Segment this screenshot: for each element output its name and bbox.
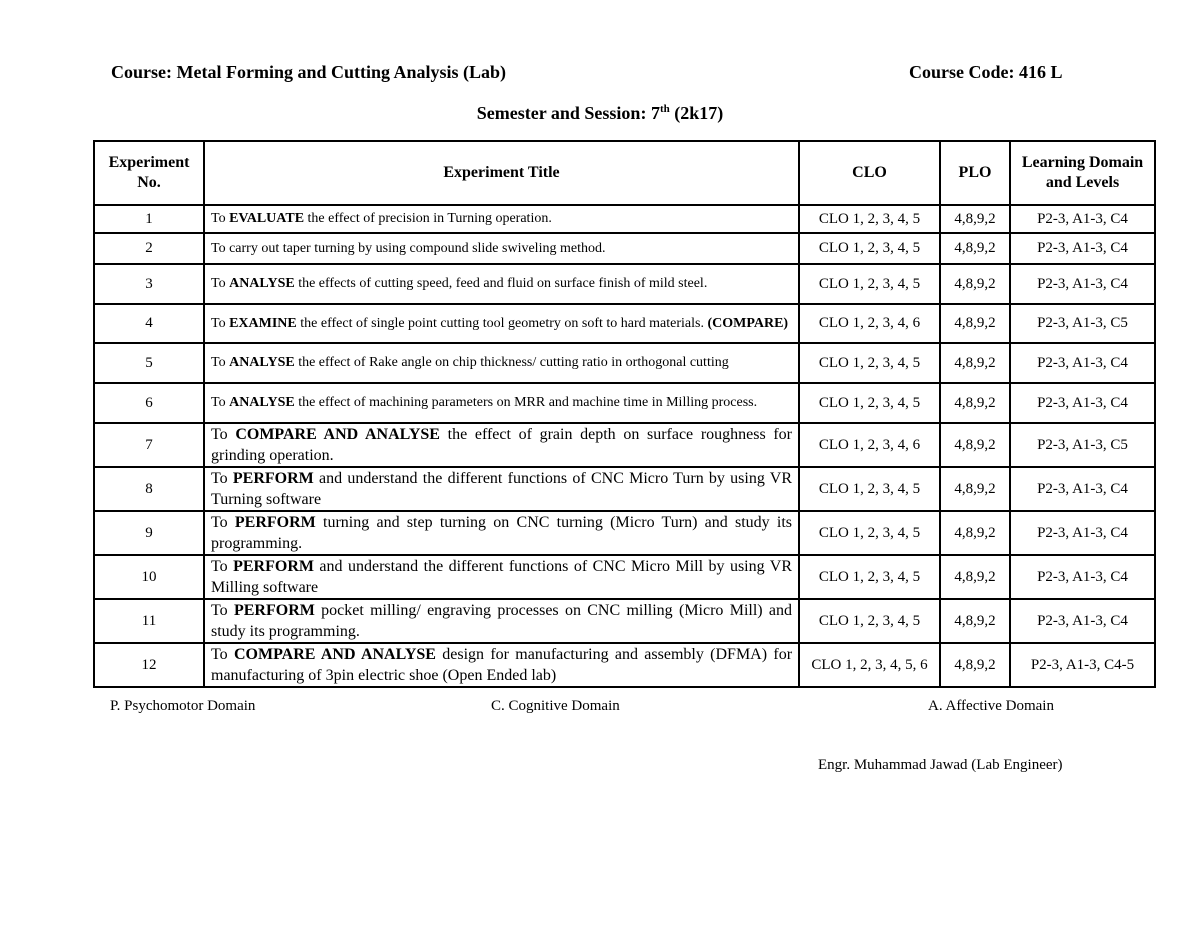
cell-plo: 4,8,9,2	[940, 643, 1010, 687]
legend-psychomotor: P. Psychomotor Domain	[110, 698, 256, 714]
header-experiment-title: Experiment Title	[204, 141, 799, 205]
cell-experiment-no: 11	[94, 599, 204, 643]
semester-suffix: (2k17)	[669, 103, 724, 123]
table-row	[94, 599, 1155, 643]
table-row	[94, 343, 1155, 383]
cell-experiment-title: To COMPARE AND ANALYSE the effect of grain depth on surface roughness for grinding operation.	[204, 423, 799, 467]
cell-learning-domain: P2-3, A1-3, C5	[1010, 304, 1155, 343]
cell-clo: CLO 1, 2, 3, 4, 5	[799, 264, 940, 304]
cell-experiment-no: 8	[94, 467, 204, 511]
cell-learning-domain: P2-3, A1-3, C4	[1010, 205, 1155, 233]
cell-experiment-no: 7	[94, 423, 204, 467]
cell-experiment-no: 12	[94, 643, 204, 687]
cell-experiment-no: 1	[94, 205, 204, 233]
header-experiment-no: Experiment No.	[94, 141, 204, 205]
cell-plo: 4,8,9,2	[940, 467, 1010, 511]
cell-learning-domain: P2-3, A1-3, C4	[1010, 383, 1155, 423]
cell-clo: CLO 1, 2, 3, 4, 5	[799, 383, 940, 423]
cell-learning-domain: P2-3, A1-3, C4	[1010, 343, 1155, 383]
table-row	[94, 304, 1155, 343]
cell-experiment-title: To EVALUATE the effect of precision in Turning operation.	[204, 205, 799, 233]
cell-plo: 4,8,9,2	[940, 233, 1010, 264]
cell-plo: 4,8,9,2	[940, 304, 1010, 343]
cell-experiment-no: 9	[94, 511, 204, 555]
table-header-row	[94, 141, 1155, 205]
cell-experiment-title: To carry out taper turning by using compound slide swiveling method.	[204, 233, 799, 264]
cell-plo: 4,8,9,2	[940, 599, 1010, 643]
table-row	[94, 511, 1155, 555]
cell-experiment-title: To PERFORM and understand the different functions of CNC Micro Turn by using VR Turning software	[204, 467, 799, 511]
cell-clo: CLO 1, 2, 3, 4, 6	[799, 423, 940, 467]
cell-experiment-title: To PERFORM pocket milling/ engraving processes on CNC milling (Micro Mill) and study its programming.	[204, 599, 799, 643]
cell-experiment-no: 4	[94, 304, 204, 343]
cell-experiment-title: To PERFORM turning and step turning on CNC turning (Micro Turn) and study its programming.	[204, 511, 799, 555]
cell-learning-domain: P2-3, A1-3, C4	[1010, 233, 1155, 264]
table-row	[94, 233, 1155, 264]
semester-superscript: th	[659, 103, 670, 115]
cell-clo: CLO 1, 2, 3, 4, 5	[799, 511, 940, 555]
cell-clo: CLO 1, 2, 3, 4, 5	[799, 555, 940, 599]
cell-experiment-no: 2	[94, 233, 204, 264]
semester-prefix: Semester and Session: 7	[476, 103, 660, 123]
cell-plo: 4,8,9,2	[940, 383, 1010, 423]
cell-clo: CLO 1, 2, 3, 4, 5	[799, 467, 940, 511]
cell-experiment-title: To PERFORM and understand the different functions of CNC Micro Mill by using VR Milling software	[204, 555, 799, 599]
cell-experiment-title: To ANALYSE the effects of cutting speed, feed and fluid on surface finish of mild steel.	[204, 264, 799, 304]
cell-plo: 4,8,9,2	[940, 555, 1010, 599]
cell-experiment-no: 10	[94, 555, 204, 599]
legend-cognitive: C. Cognitive Domain	[491, 698, 620, 714]
cell-plo: 4,8,9,2	[940, 343, 1010, 383]
cell-clo: CLO 1, 2, 3, 4, 5	[799, 205, 940, 233]
course-code: Course Code: 416 L	[909, 62, 1063, 82]
cell-learning-domain: P2-3, A1-3, C4-5	[1010, 643, 1155, 687]
cell-learning-domain: P2-3, A1-3, C4	[1010, 555, 1155, 599]
cell-clo: CLO 1, 2, 3, 4, 5	[799, 599, 940, 643]
header-plo: PLO	[940, 141, 1010, 205]
cell-clo: CLO 1, 2, 3, 4, 5	[799, 233, 940, 264]
table-row	[94, 555, 1155, 599]
course-title: Course: Metal Forming and Cutting Analysis (Lab)	[111, 62, 507, 82]
cell-experiment-title: To ANALYSE the effect of machining parameters on MRR and machine time in Milling process.	[204, 383, 799, 423]
table-row	[94, 643, 1155, 687]
cell-clo: CLO 1, 2, 3, 4, 5	[799, 343, 940, 383]
cell-plo: 4,8,9,2	[940, 423, 1010, 467]
cell-learning-domain: P2-3, A1-3, C5	[1010, 423, 1155, 467]
cell-experiment-title: To ANALYSE the effect of Rake angle on chip thickness/ cutting ratio in orthogonal cutting	[204, 343, 799, 383]
cell-experiment-no: 3	[94, 264, 204, 304]
header-clo: CLO	[799, 141, 940, 205]
cell-clo: CLO 1, 2, 3, 4, 6	[799, 304, 940, 343]
cell-experiment-title: To COMPARE AND ANALYSE design for manufacturing and assembly (DFMA) for manufacturing of 3pin electric shoe (Open Ended lab)	[204, 643, 799, 687]
header-learning-domain: Learning Domain and Levels	[1010, 141, 1155, 205]
cell-learning-domain: P2-3, A1-3, C4	[1010, 511, 1155, 555]
signature: Engr. Muhammad Jawad (Lab Engineer)	[818, 757, 1063, 773]
experiment-table	[93, 140, 1156, 688]
cell-learning-domain: P2-3, A1-3, C4	[1010, 264, 1155, 304]
cell-learning-domain: P2-3, A1-3, C4	[1010, 467, 1155, 511]
cell-experiment-no: 5	[94, 343, 204, 383]
cell-plo: 4,8,9,2	[940, 205, 1010, 233]
semester-session	[0, 103, 1200, 124]
table-row	[94, 264, 1155, 304]
table-row	[94, 205, 1155, 233]
cell-clo: CLO 1, 2, 3, 4, 5, 6	[799, 643, 940, 687]
cell-plo: 4,8,9,2	[940, 511, 1010, 555]
table-row	[94, 467, 1155, 511]
cell-experiment-no: 6	[94, 383, 204, 423]
cell-learning-domain: P2-3, A1-3, C4	[1010, 599, 1155, 643]
cell-experiment-title: To EXAMINE the effect of single point cutting tool geometry on soft to hard materials. (COMPARE)	[204, 304, 799, 343]
cell-plo: 4,8,9,2	[940, 264, 1010, 304]
table-row	[94, 423, 1155, 467]
legend-affective: A. Affective Domain	[928, 698, 1054, 714]
table-row	[94, 383, 1155, 423]
